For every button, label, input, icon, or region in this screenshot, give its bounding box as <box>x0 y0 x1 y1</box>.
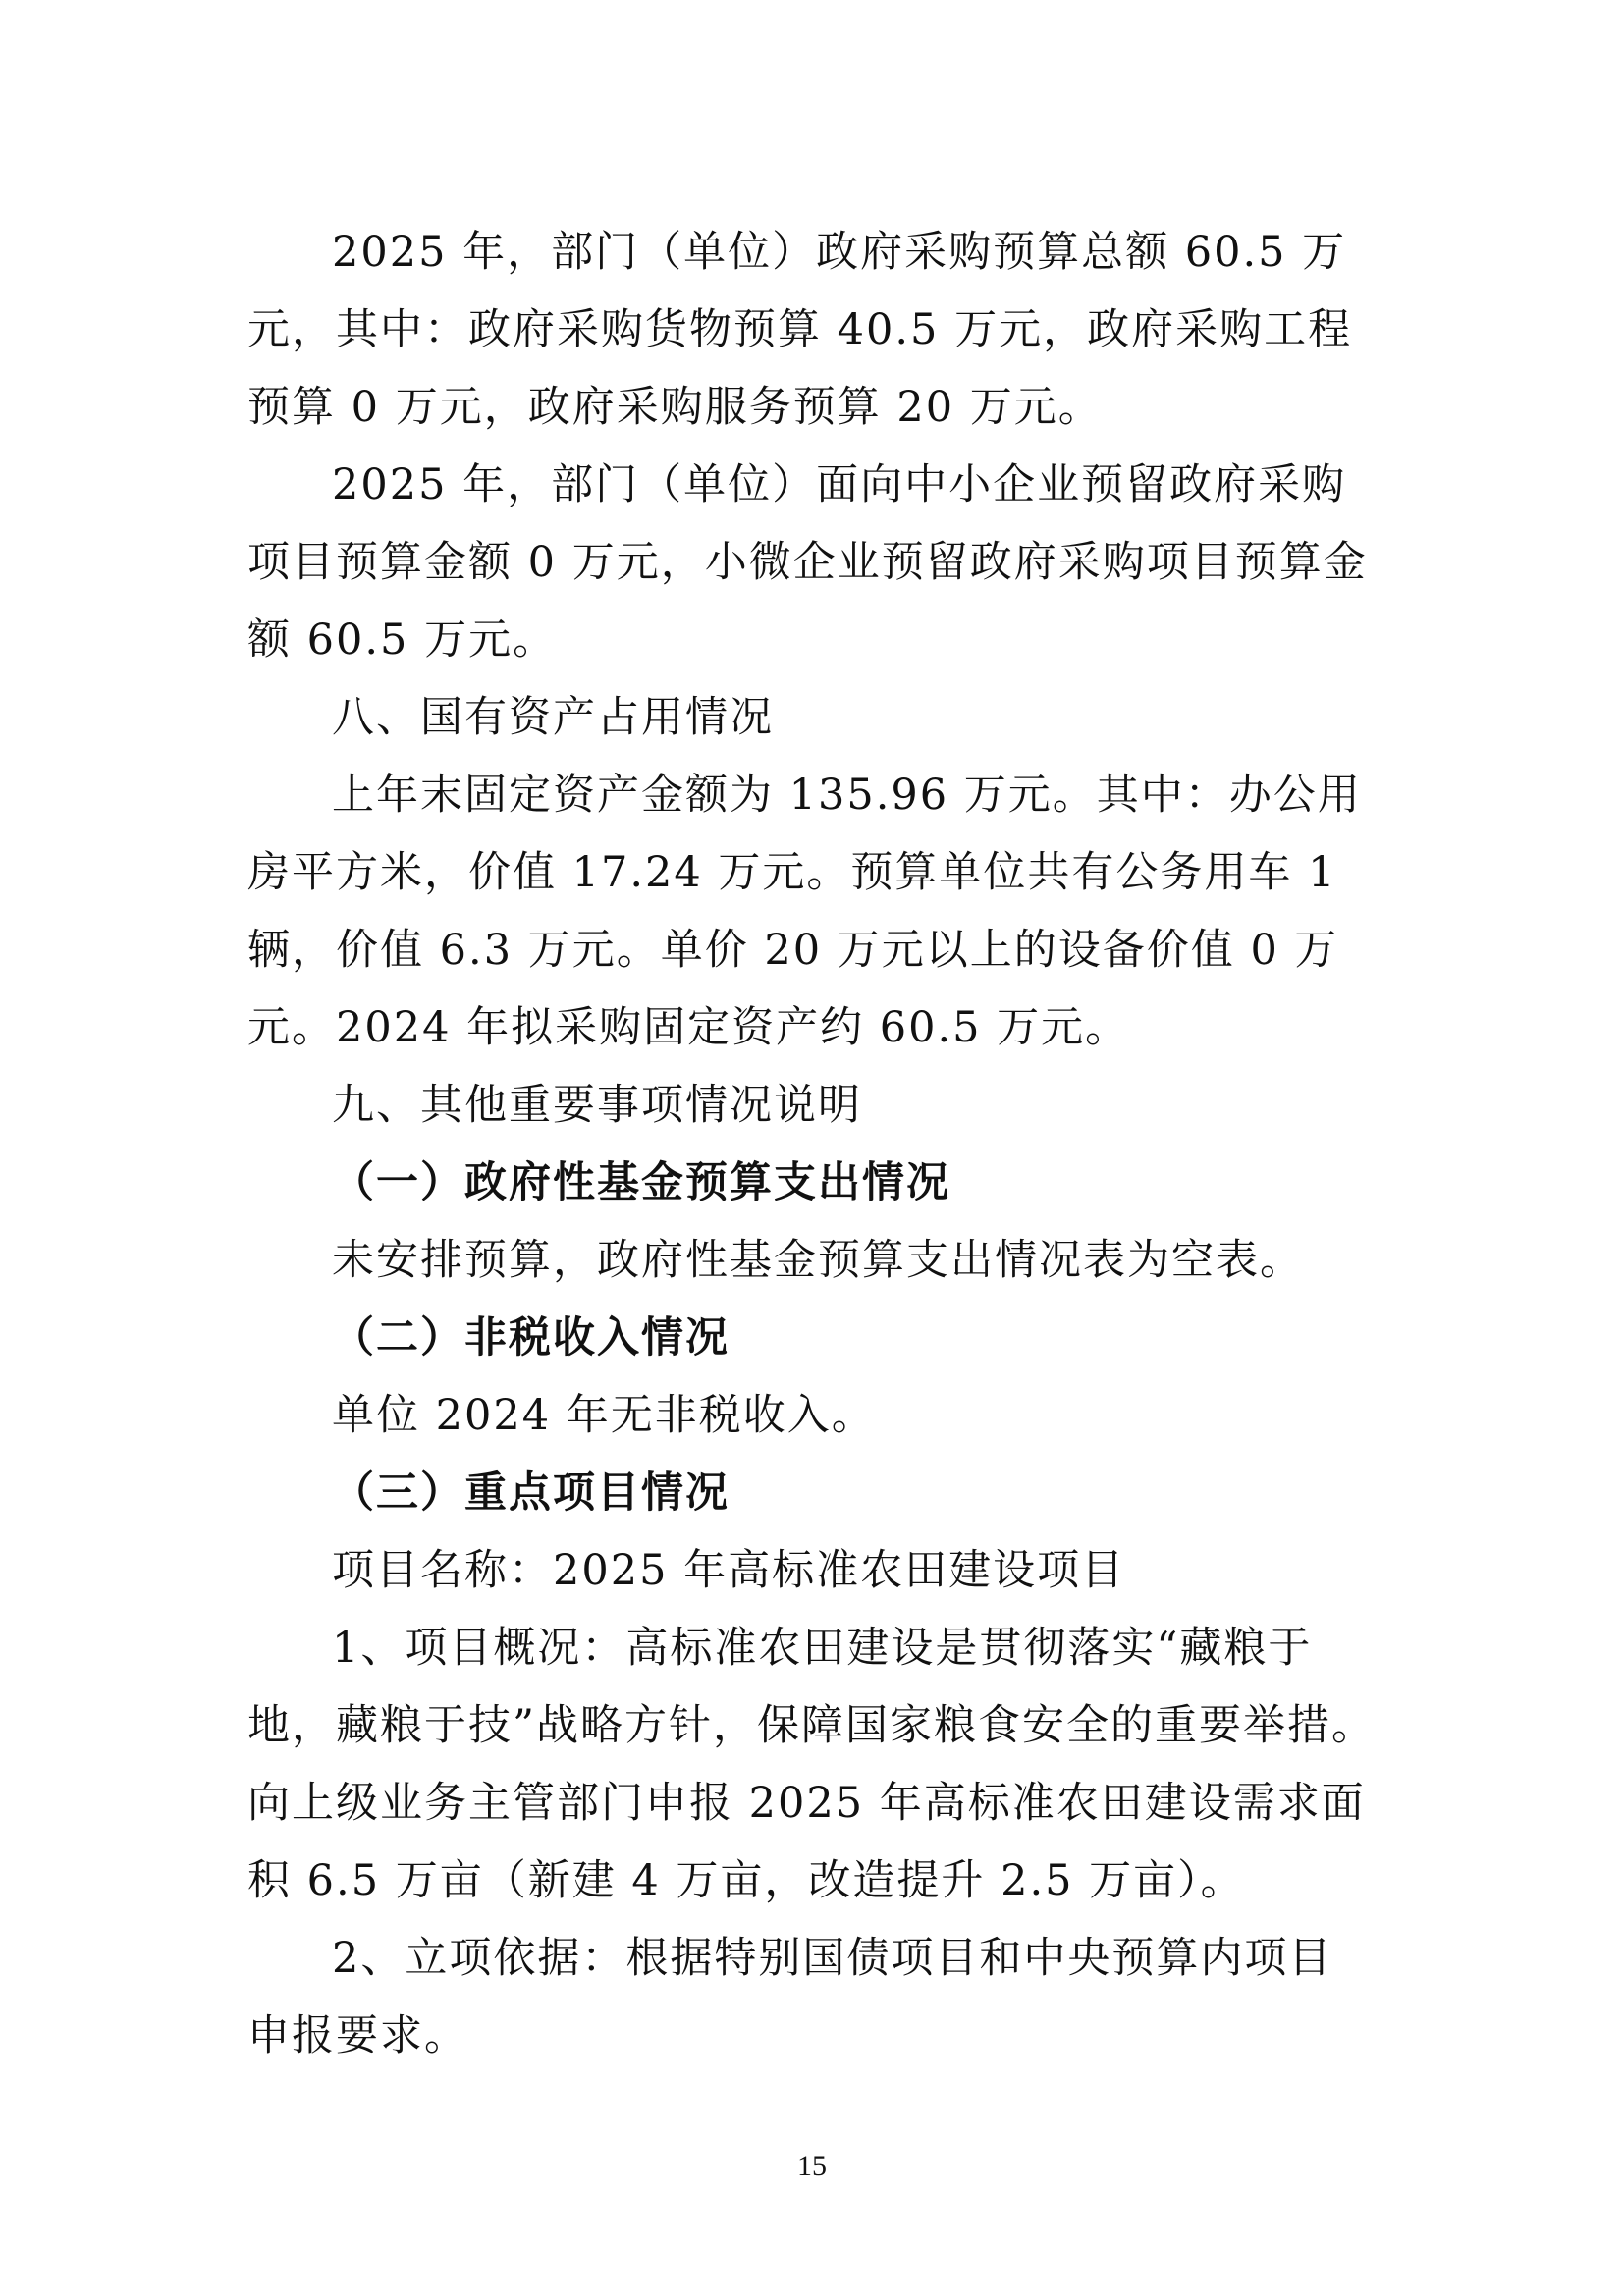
subheading-key-projects: （三）重点项目情况 <box>332 1468 730 1518</box>
paragraph-fixed-assets: 上年末固定资产金额为 135.96 万元。其中：办公用房平方米，价值 17.24 万元。预算单位共有公务用车 1 辆，价值 6.3 万元。单价 20 万元以上的设备价值 0 万元。2024 年拟采购固定资产约 60.5 万元。 <box>247 771 1362 1052</box>
paragraph-government-fund: 未安排预算，政府性基金预算支出情况表为空表。 <box>332 1236 1304 1285</box>
paragraph-procurement-total: 2025 年，部门（单位）政府采购预算总额 60.5 万元，其中：政府采购货物预算 40.5 万元，政府采购工程预算 0 万元，政府采购服务预算 20 万元。 <box>247 228 1353 432</box>
paragraph-project-name: 项目名称：2025 年高标准农田建设项目 <box>332 1546 1126 1595</box>
subheading-non-tax-revenue: （二）非税收入情况 <box>332 1313 730 1362</box>
page-number: 15 <box>797 2150 827 2182</box>
paragraph-project-basis: 2、立项依据：根据特别国债项目和中央预算内项目申报要求。 <box>247 1934 1333 2060</box>
section-heading-state-assets: 八、国有资产占用情况 <box>332 693 774 742</box>
paragraph-sme-reserve: 2025 年，部门（单位）面向中小企业预留政府采购项目预算金额 0 万元，小微企业预留政府采购项目预算金额 60.5 万元。 <box>247 460 1368 665</box>
subheading-government-fund: （一）政府性基金预算支出情况 <box>332 1158 950 1207</box>
document-body <box>247 214 1377 2075</box>
paragraph-project-overview: 1、项目概况：高标准农田建设是贯彻落实“藏粮于地，藏粮于技”战略方针，保障国家粮食安全的重要举措。向上级业务主管部门申报 2025 年高标准农田建设需求面积 6.5 万亩（新建 4 万亩，改造提升 2.5 万亩）。 <box>247 1624 1376 1905</box>
section-heading-other-matters: 九、其他重要事项情况说明 <box>332 1081 862 1130</box>
paragraph-non-tax-revenue: 单位 2024 年无非税收入。 <box>332 1391 876 1440</box>
